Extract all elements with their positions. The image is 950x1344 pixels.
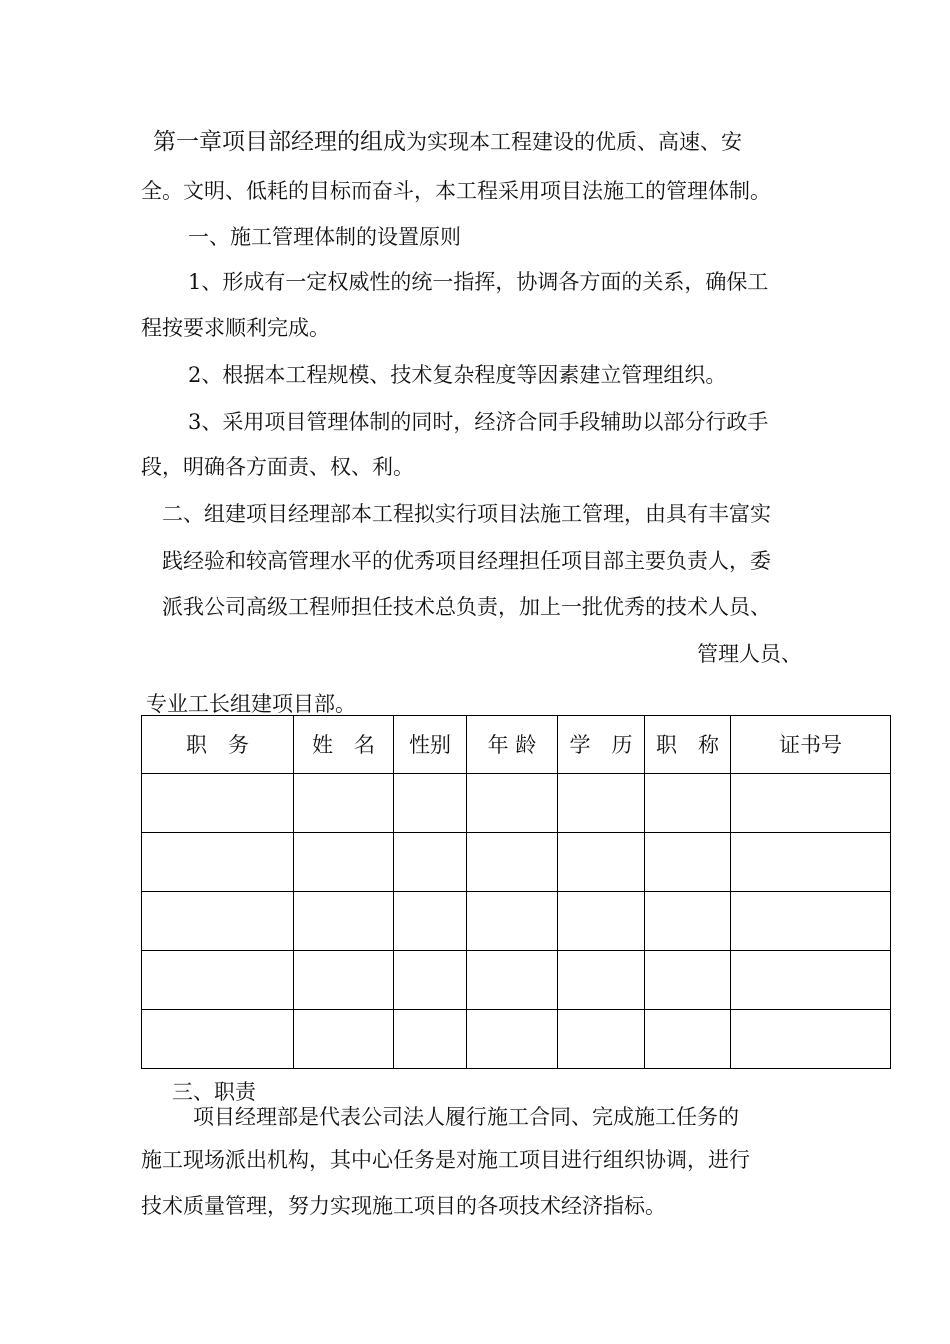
table-cell <box>731 891 891 950</box>
header-certificate: 证书号 <box>731 716 891 774</box>
section1-item1-line-2: 程按要求顺利完成。 <box>141 316 330 340</box>
section1-item1-line-1: 1、形成有一定权威性的统一指挥，协调各方面的关系，确保工 <box>188 270 769 294</box>
staff-table <box>141 715 891 1069</box>
table-cell <box>731 1009 891 1068</box>
table-cell <box>142 773 294 832</box>
table-cell <box>294 832 394 891</box>
section3-line-1: 项目经理部是代表公司法人履行施工合同、完成施工任务的 <box>193 1105 739 1129</box>
table-cell <box>558 950 645 1009</box>
table-cell <box>142 891 294 950</box>
section2-line-5: 专业工长组建项目部。 <box>146 692 356 716</box>
table-cell <box>558 773 645 832</box>
intro-paragraph-line-1 <box>153 128 742 156</box>
table-cell <box>558 1009 645 1068</box>
section1-title: 一、施工管理体制的设置原则 <box>188 225 461 249</box>
table-cell <box>467 773 558 832</box>
table-cell <box>467 891 558 950</box>
intro-paragraph-line-2: 全。文明、低耗的目标而奋斗，本工程采用项目法施工的管理体制。 <box>141 179 771 203</box>
table-cell <box>645 773 731 832</box>
section3-title: 三、职责 <box>172 1080 256 1104</box>
table-cell <box>294 1009 394 1068</box>
table-cell <box>467 832 558 891</box>
table-cell <box>558 832 645 891</box>
table-cell <box>394 891 467 950</box>
table-cell <box>142 832 294 891</box>
header-name: 姓 名 <box>294 716 394 774</box>
header-age: 年 龄 <box>467 716 558 774</box>
table-row <box>142 1009 891 1068</box>
section3-line-3: 技术质量管理，努力实现施工项目的各项技术经济指标。 <box>141 1194 666 1218</box>
table-row <box>142 891 891 950</box>
header-position: 职 务 <box>142 716 294 774</box>
table-cell <box>731 832 891 891</box>
table-cell <box>645 832 731 891</box>
chapter-heading: 第一章项目部经理的组成 <box>153 129 406 155</box>
table-cell <box>645 950 731 1009</box>
table-cell <box>394 950 467 1009</box>
table-cell <box>142 950 294 1009</box>
table-cell <box>467 1009 558 1068</box>
table-row <box>142 832 891 891</box>
table-cell <box>645 1009 731 1068</box>
table-cell <box>731 950 891 1009</box>
section2-line-2: 践经验和较高管理水平的优秀项目经理担任项目部主要负责人，委 <box>162 549 771 573</box>
table-cell <box>294 891 394 950</box>
section2-line-1: 二、组建项目经理部本工程拟实行项目法施工管理，由具有丰富实 <box>162 502 771 526</box>
table-row <box>142 773 891 832</box>
table-cell <box>467 950 558 1009</box>
section1-item3-line-1: 3、采用项目管理体制的同时，经济合同手段辅助以部分行政手 <box>188 410 769 434</box>
section1-item3-line-2: 段，明确各方面责、权、利。 <box>141 455 414 479</box>
table-cell <box>294 950 394 1009</box>
table-cell <box>394 832 467 891</box>
table-cell <box>731 773 891 832</box>
section2-line-3: 派我公司高级工程师担任技术总负责，加上一批优秀的技术人员、 <box>162 595 771 619</box>
table-cell <box>394 773 467 832</box>
table-cell <box>645 891 731 950</box>
table-cell <box>394 1009 467 1068</box>
header-education: 学 历 <box>558 716 645 774</box>
table-cell <box>142 1009 294 1068</box>
table-row <box>142 950 891 1009</box>
section3-line-2: 施工现场派出机构，其中心任务是对施工项目进行组织协调，进行 <box>141 1148 750 1172</box>
table-cell <box>558 891 645 950</box>
table-header-row <box>142 716 891 774</box>
section2-line-4: 管理人员、 <box>697 642 802 666</box>
header-title: 职 称 <box>645 716 731 774</box>
intro-text: 为实现本工程建设的优质、高速、安 <box>406 130 742 154</box>
header-gender: 性别 <box>394 716 467 774</box>
table-cell <box>294 773 394 832</box>
section1-item2: 2、根据本工程规模、技术复杂程度等因素建立管理组织。 <box>188 363 727 387</box>
